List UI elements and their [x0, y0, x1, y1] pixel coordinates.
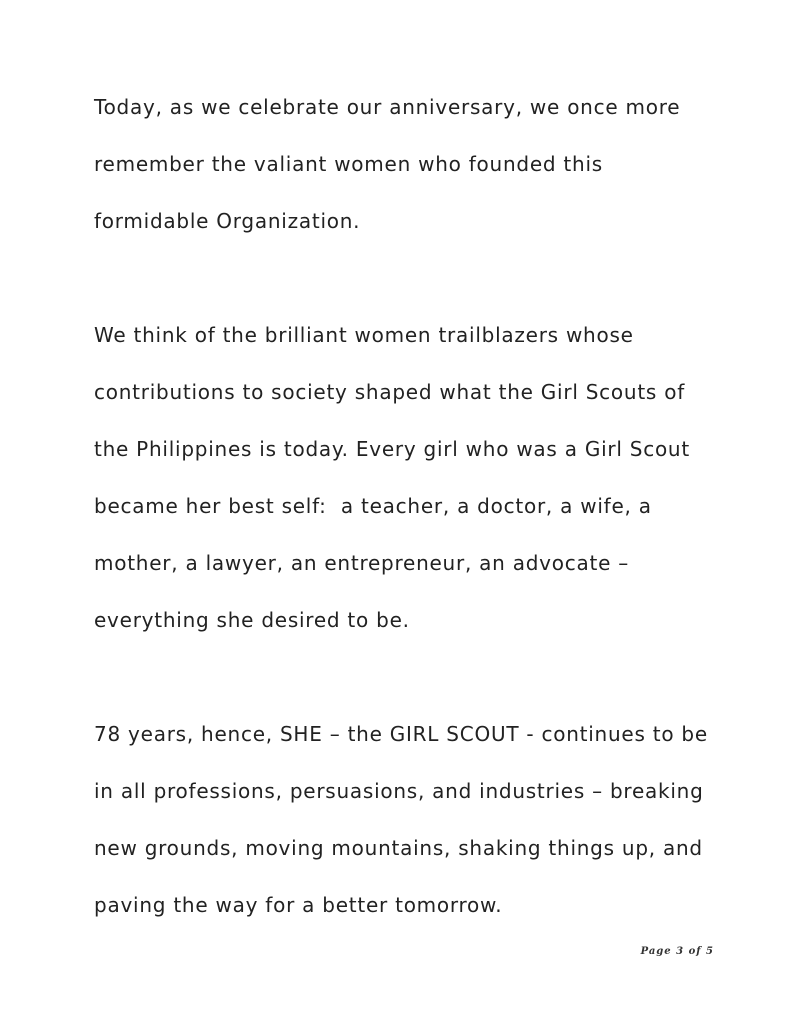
text-line: everything she desired to be. [94, 608, 410, 632]
text-line: 78 years, hence, SHE – the GIRL SCOUT - continues to be [94, 722, 708, 746]
text-line: Today, as we celebrate our anniversary, we once more [94, 95, 681, 119]
text-line: We think of the brilliant women trailblazers whose [94, 323, 634, 347]
text-line: in all professions, persuasions, and industries – breaking [94, 779, 704, 803]
text-line: became her best self: a teacher, a doctor, a wife, a [94, 494, 652, 518]
text-line: mother, a lawyer, an entrepreneur, an advocate – [94, 551, 629, 575]
text-line: remember the valiant women who founded this [94, 152, 603, 176]
text-line: new grounds, moving mountains, shaking things up, and [94, 836, 703, 860]
text-line: contributions to society shaped what the Girl Scouts of [94, 380, 685, 404]
text-line: paving the way for a better tomorrow. [94, 893, 503, 917]
text-line: formidable Organization. [94, 209, 361, 233]
text-line: the Philippines is today. Every girl who was a Girl Scout [94, 437, 690, 461]
page-number: Page 3 of 5 [640, 946, 714, 957]
